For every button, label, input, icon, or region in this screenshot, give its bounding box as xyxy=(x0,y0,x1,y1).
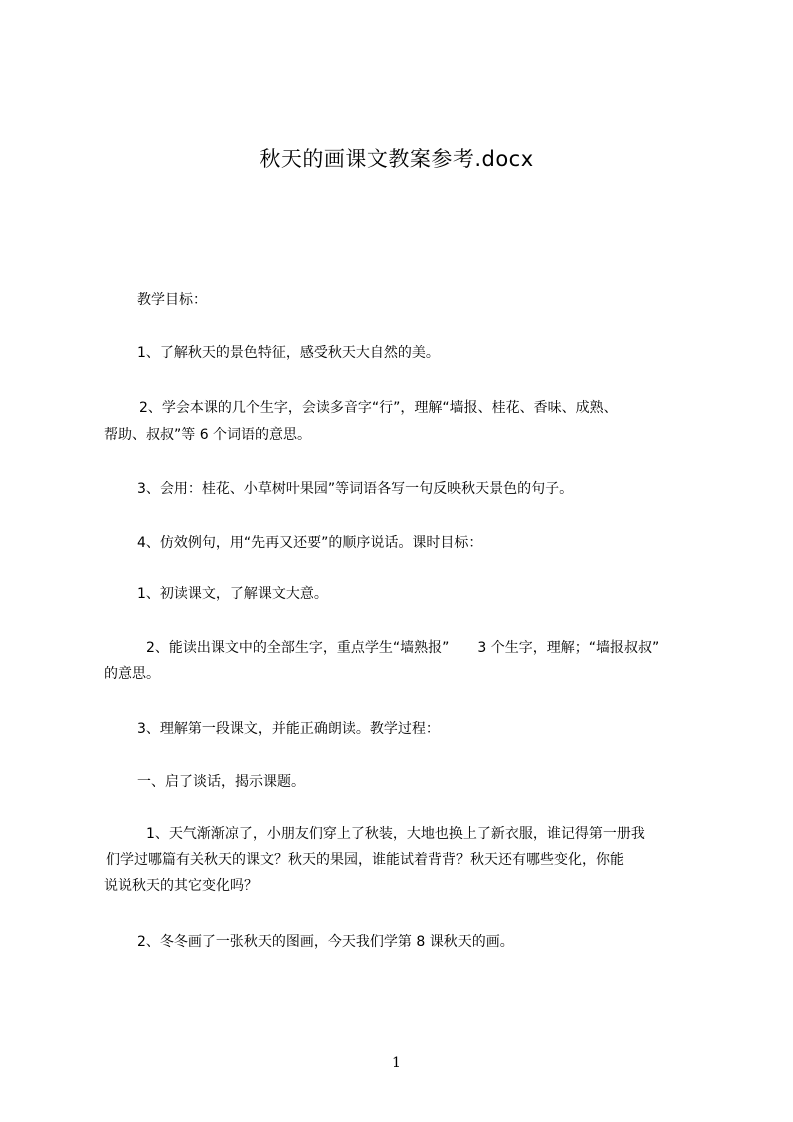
paragraph-line: 3、理解第一段课文，并能正确朗读。教学过程： xyxy=(137,721,440,737)
paragraph-line: 帮助、叔叔”等 6 个词语的意思。 xyxy=(104,427,312,443)
paragraph-line: 一、启了谈话，揭示课题。 xyxy=(137,774,305,790)
paragraph-line: 2、能读出课文中的全部生字，重点学生“墙熟报” 3 个生字，理解；“墙报叔叔” xyxy=(146,640,660,656)
paragraph-line: 们学过哪篇有关秋天的课文？秋天的果园，谁能试着背背？秋天还有哪些变化，你能 xyxy=(106,852,624,868)
paragraph-line: 1、天气渐渐凉了，小朋友们穿上了秋装，大地也换上了新衣服，谁记得第一册我 xyxy=(146,826,645,842)
paragraph-line: 3、会用：桂花、小草树叶果园”等词语各写一句反映秋天景色的句子。 xyxy=(137,481,574,497)
document-title: 秋天的画课文教案参考.docx xyxy=(259,147,534,171)
paragraph-line: 4、仿效例句，用“先再又还要”的顺序说话。课时目标： xyxy=(137,535,483,551)
paragraph-line: 说说秋天的其它变化吗？ xyxy=(104,878,258,894)
page-number: 1 xyxy=(392,1055,401,1071)
paragraph-line: 2、学会本课的几个生字，会读多音字“行”，理解“墙报、桂花、香味、成熟、 xyxy=(139,400,618,416)
paragraph-line: 2、冬冬画了一张秋天的图画，今天我们学第 8 课秋天的画。 xyxy=(137,934,514,950)
paragraph-line: 1、了解秋天的景色特征，感受秋天大自然的美。 xyxy=(137,345,440,361)
paragraph-line: 教学目标： xyxy=(137,292,207,308)
paragraph-line: 的意思。 xyxy=(104,666,160,682)
paragraph-line: 1、初读课文，了解课文大意。 xyxy=(137,586,328,602)
